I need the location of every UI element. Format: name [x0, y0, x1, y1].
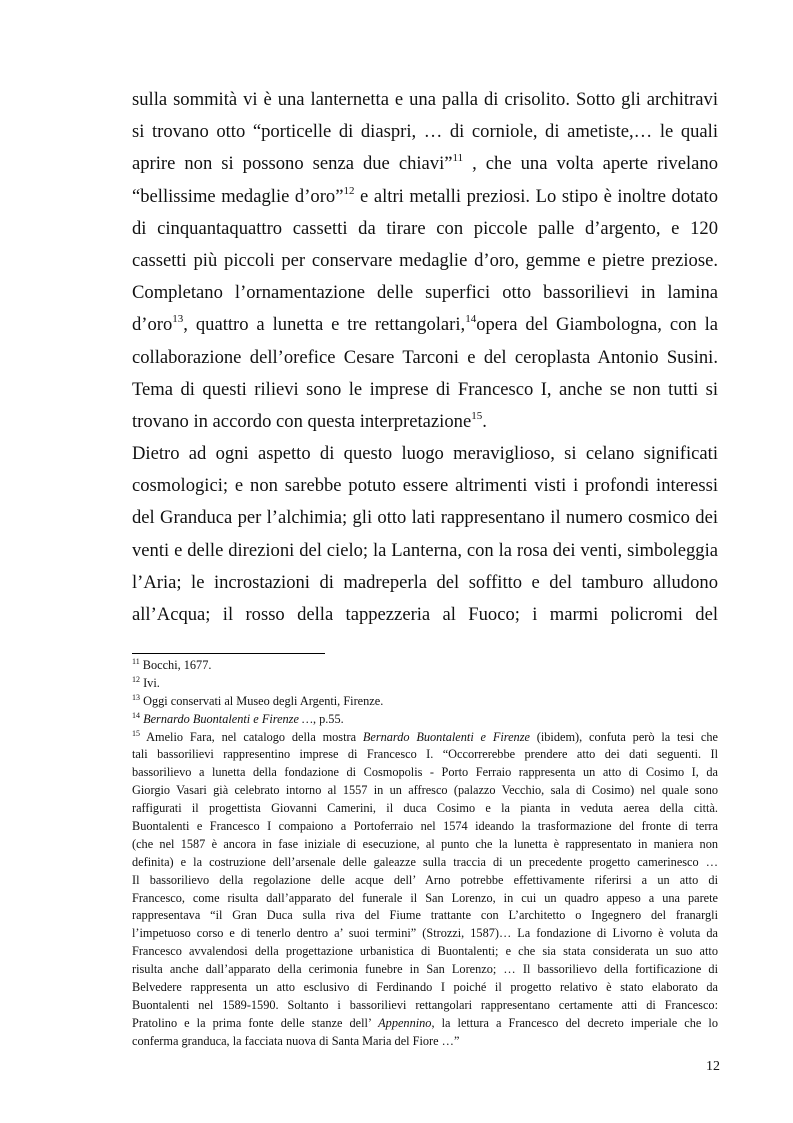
body-line: si trovano otto “porticelle di diaspri, … di corniole, di ametiste,… le quali	[132, 121, 718, 143]
body-line: Tema di questi rilievi sono le imprese di Francesco I, anche se non tutti si	[132, 378, 718, 400]
footnotes	[132, 657, 718, 1051]
footnote-15: $^{15}$ Amelio Fara, nel catalogo della mostra Bernardo Buontalenti e Firenze (ibidem), confuta però la tesi che	[132, 728, 718, 744]
body-line: collaborazione dell’orefice Cesare Tarconi e del ceroplasta Antonio Susini.	[132, 346, 718, 368]
footnote-line: Francesco avvalendosi della progettazione urbanistica di Buontalenti; e che sia stata considerata un suo atto	[132, 944, 718, 959]
body-line: cosmologici; e non sarebbe potuto essere altrimenti visti i profondi interessi	[132, 475, 718, 497]
footnote-line: Francesco, come risulta dall’apparato del funerale il San Lorenzo, in cui un quadro appeso a una parete	[132, 890, 718, 905]
body-line: l’Aria; le incrostazioni di madreperla del soffitto e del tamburo alludono	[132, 571, 718, 593]
body-line: sulla sommità vi è una lanternetta e una palla di crisolito. Sotto gli architravi	[132, 89, 718, 110]
body-line: all’Acqua; il rosso della tappezzeria al Fuoco; i marmi policromi del	[132, 604, 718, 625]
footnote-divider	[132, 653, 325, 654]
body-line: Dietro ad ogni aspetto di questo luogo meraviglioso, si celano significati	[132, 443, 718, 465]
body-line: aprire non si possono senza due chiavi”$^{11}$ , che una volta aperte rivelano	[132, 152, 718, 175]
footnote-line: tali bassorilievi rappresentino imprese di Francesco I. “Occorrerebbe prendere atto dei dati seguenti. Il	[132, 747, 718, 762]
footnote-ref[interactable]: 14	[465, 313, 477, 326]
body-line: cassetti più piccoli per conservare medaglie d’oro, gemme e pietre preziose.	[132, 249, 718, 271]
footnote-line: l’impetuoso corso e di tenerlo dentro a’ suoi termini” (Strozzi, 1587)… La fondazione di Livorno è voluta da	[132, 926, 718, 941]
body-line: trovano in accordo con questa interpretazione$^{15}$.	[132, 409, 487, 432]
footnote-line: bassorilievo a lunetta della fondazione di Cosmopolis - Porto Ferraio rappresenta un atto di Cosimo I, da	[132, 765, 718, 780]
footnote-11: $^{11}$ Bocchi, 1677.	[132, 657, 212, 672]
footnote-line: (che nel 1587 è ancora in fase iniziale di esecuzione, al punto che la lunetta è rappresentato in maniera non	[132, 836, 718, 851]
footnote-line: Buontalenti e Francesco I compaiono a Portoferraio nel 1574 ideando la trasformazione del fronte di terra	[132, 819, 718, 834]
body-line: venti e delle direzioni del cielo; la Lanterna, con la rosa dei venti, simboleggia	[132, 539, 718, 561]
footnote-line: conferma granduca, la facciata nuova di Santa Maria del Fiore …”	[132, 1033, 460, 1048]
footnote-ref[interactable]: 13	[172, 313, 184, 326]
body-line: Completano l’ornamentazione delle superfici otto bassorilievi in lamina	[132, 282, 718, 304]
footnote-line: Belvedere rappresenta un atto esclusivo di Ferdinando I poiché il progetto relativo è stato elaborato da	[132, 980, 718, 995]
footnote-line: Il bassorilievo della regolazione delle acque dell’ Arno potrebbe effettivamente riferirsi a un atto di	[132, 872, 718, 887]
footnote-line: raffigurati il progettista Giovanni Camerini, il duca Cosimo e la pianta in veduta aerea della città.	[132, 801, 718, 816]
footnote-ref[interactable]: 11	[452, 152, 464, 165]
footnote-ref[interactable]: 15	[471, 409, 483, 422]
body-line: “bellissime medaglie d’oro”$^{12}$ e altri metalli preziosi. Lo stipo è inoltre dotato	[132, 184, 718, 207]
body-line: del Granduca per l’alchimia; gli otto lati rappresentano il numero cosmico dei	[132, 507, 718, 529]
footnote-ref[interactable]: 12	[343, 184, 355, 197]
footnote-12: $^{12}$ Ivi.	[132, 674, 160, 690]
body-line: d’oro$^{13}$, quattro a lunetta e tre rettangolari,$^{14}$opera del Giambologna, con la	[132, 313, 719, 336]
footnote-line: risulta anche dall’apparato della cerimonia funebre in San Lorenzo; … Il bassorilievo della fortificazione di	[132, 962, 718, 977]
footnote-14: $^{14}$ Bernardo Buontalenti e Firenze …, p.55.	[132, 710, 344, 726]
footnote-line: Giorgio Vasari già celebrato intorno al 1557 in un affresco (palazzo Vecchio, sala di Cosimo) nel quale sono	[132, 783, 718, 798]
footnote-line: definita) e la costruzione dell’arsenale delle galeazze sulla traccia di un precedente progetto camerinesco …	[132, 854, 718, 869]
page-number: 12	[706, 1059, 720, 1074]
body-line: di cinquantaquattro cassetti da tirare con piccole palle d’argento, e 120	[132, 217, 718, 239]
footnote-line: Pratolino e la prima fonte delle stanze dell’ Appennino, la lettura a Francesco del decreto imperiale che lo	[132, 1015, 718, 1030]
body-text	[132, 84, 718, 631]
footnote-line: Buontalenti nel 1589-1590. Soltanto i bassorilievi rettangolari rappresentano certamente atti di Francesco:	[132, 997, 718, 1012]
footnote-13: $^{13}$ Oggi conservati al Museo degli Argenti, Firenze.	[132, 692, 384, 708]
footnote-line: rappresentava “il Gran Duca sulla riva del Fiume trattante con L’architetto o Ingegnero del franargli	[132, 908, 718, 923]
